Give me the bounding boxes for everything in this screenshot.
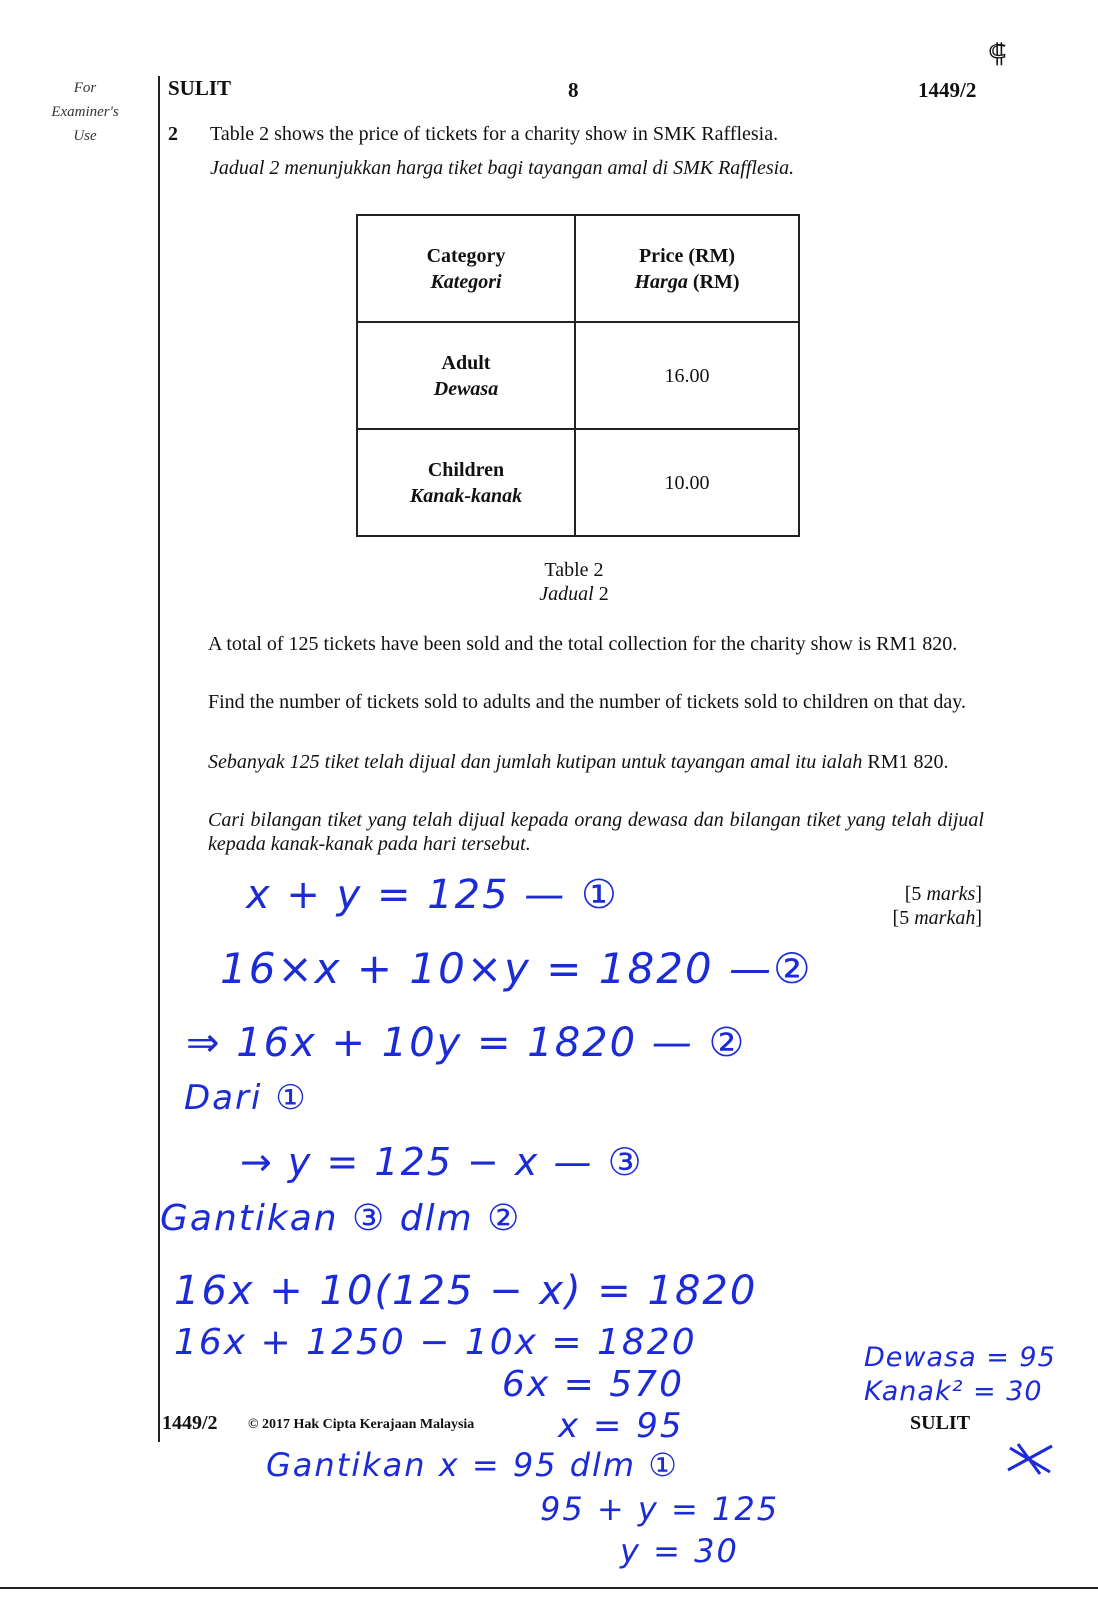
examiner-note-line-2: Examiner's <box>51 104 119 120</box>
footer-copyright: © 2017 Hak Cipta Kerajaan Malaysia <box>248 1417 475 1432</box>
paragraph-2-en: Find the number of tickets sold to adults and the number of tickets sold to children on that day. <box>208 691 967 713</box>
row-category-en: Adult <box>441 351 491 374</box>
header-price <box>575 215 799 322</box>
handwritten-line-8: 16x + 1250 − 10x = 1820 <box>174 1322 697 1363</box>
marks-ms-open: [5 <box>892 907 915 929</box>
handwritten-line-4: Dari ① <box>184 1078 308 1118</box>
bottom-border <box>0 1587 1098 1589</box>
table-caption-ms: Jadual <box>539 583 594 605</box>
row-category <box>357 322 575 429</box>
handwritten-line-13: y = 30 <box>620 1532 739 1570</box>
handwritten-side-note-2: Kanak² = 30 <box>864 1376 1043 1407</box>
examiner-use-note <box>40 76 130 148</box>
header-category-ms: Kategori <box>430 270 502 293</box>
marks-en-open: [5 <box>904 883 927 905</box>
page-number: 8 <box>568 78 579 102</box>
question-number: 2 <box>168 123 178 145</box>
handwritten-line-10: x = 95 <box>558 1406 684 1446</box>
question-intro-ms: Jadual 2 menunjukkan harga tiket bagi tayangan amal di SMK Rafflesia. <box>210 157 795 179</box>
handwritten-line-5: → y = 125 − x — ③ <box>240 1140 644 1184</box>
handwritten-side-note-1: Dewasa = 95 <box>864 1342 1056 1373</box>
marks-ms-close: ] <box>975 907 982 929</box>
header-category-en: Category <box>426 244 506 267</box>
handwritten-line-9: 6x = 570 <box>502 1364 684 1405</box>
header-price-en: Price (RM) <box>638 244 736 267</box>
handwritten-line-6: Gantikan ③ dlm ② <box>160 1198 522 1239</box>
table-row <box>357 322 799 429</box>
marks-ms-word: markah <box>914 907 976 929</box>
handwritten-line-2: 16×x + 10×y = 1820 —② <box>220 944 813 993</box>
paragraph-1-ms-text: Sebanyak 125 tiket telah dijual dan jumlah kutipan untuk tayangan amal itu ialah <box>208 751 868 773</box>
handwritten-line-1: x + y = 125 — ① <box>246 872 619 918</box>
paragraph-1-en: A total of 125 tickets have been sold and the total collection for the charity show is RM1 820. <box>208 633 958 655</box>
paragraph-1-ms <box>208 750 984 774</box>
handwritten-line-7: 16x + 10(125 − x) = 1820 <box>174 1268 758 1314</box>
row-category <box>357 429 575 536</box>
row-price: 16.00 <box>575 322 799 429</box>
table-caption <box>356 558 792 606</box>
footer-code: 1449/2 <box>162 1412 218 1434</box>
marks-ms <box>860 906 982 930</box>
row-category-ms: Dewasa <box>433 377 499 400</box>
footer-sulit: SULIT <box>910 1412 971 1434</box>
table-row <box>357 429 799 536</box>
paragraph-1-ms-amount: RM1 820. <box>867 751 949 773</box>
marks-en-word: marks <box>926 883 976 905</box>
paragraph-2-ms: Cari bilangan tiket yang telah dijual kepada orang dewasa dan bilangan tiket yang telah dijual kepada kanak-kanak pada hari tersebut. <box>208 809 984 855</box>
table-header-row <box>357 215 799 322</box>
examiner-note-line-1: For <box>73 80 97 96</box>
question-intro-en: Table 2 shows the price of tickets for a charity show in SMK Rafflesia. <box>210 123 779 145</box>
table-caption-en: Table 2 <box>544 559 604 581</box>
row-category-en: Children <box>427 458 505 481</box>
header-category <box>357 215 575 322</box>
price-table <box>356 214 800 537</box>
handwritten-line-11: Gantikan x = 95 dlm ① <box>266 1446 679 1484</box>
cross-mark-icon <box>1000 1438 1060 1478</box>
header-sulit: SULIT <box>168 76 232 100</box>
row-category-ms: Kanak-kanak <box>409 484 523 507</box>
examiner-note-line-3: Use <box>73 128 97 144</box>
marks-en <box>860 882 982 906</box>
marks-en-close: ] <box>975 883 982 905</box>
row-price: 10.00 <box>575 429 799 536</box>
handwritten-line-12: 95 + y = 125 <box>540 1490 780 1528</box>
table-caption-ms-number: 2 <box>593 583 609 605</box>
handwritten-line-3: ⇒ 16x + 10y = 1820 — ② <box>186 1020 747 1066</box>
header-price-ms: Harga <box>634 270 688 293</box>
scan-mark-icon: ⸿ <box>988 39 1007 68</box>
header-price-ms-unit: (RM) <box>687 270 740 293</box>
paper-code: 1449/2 <box>918 78 977 102</box>
